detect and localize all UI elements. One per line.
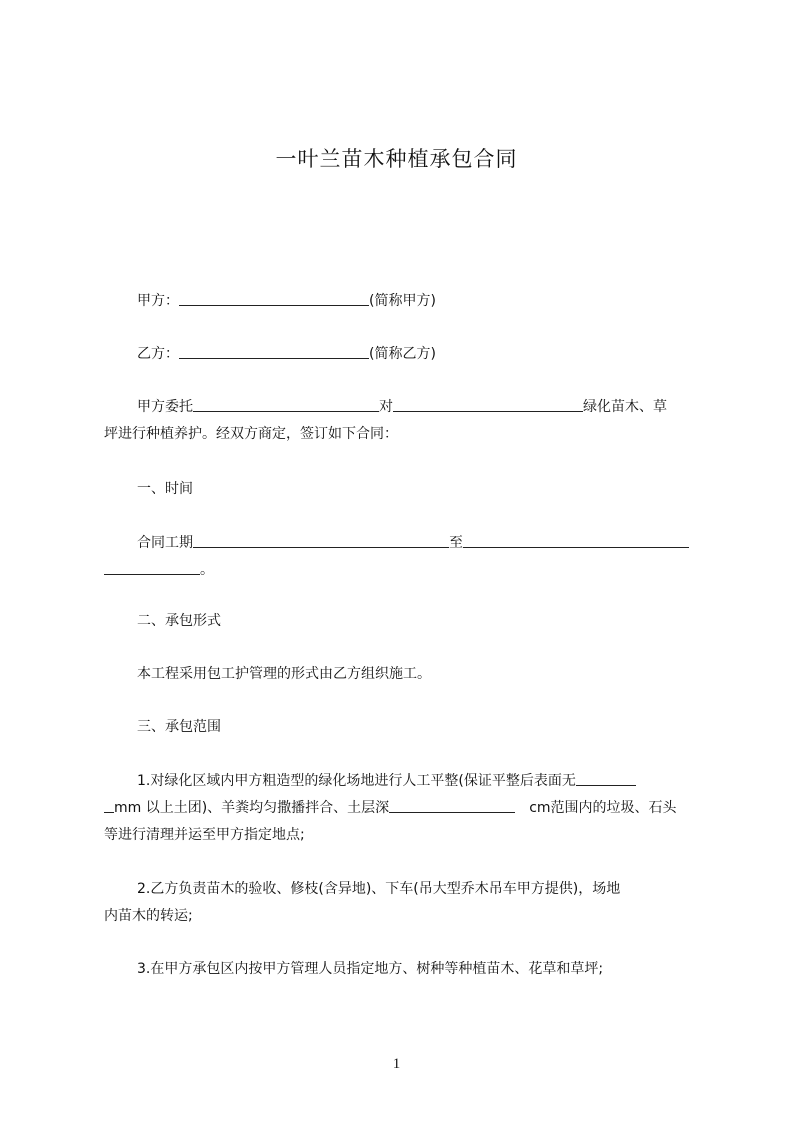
party-b-label: 乙方： bbox=[137, 346, 179, 362]
item-1-line-2 bbox=[104, 797, 700, 819]
term-label: 合同工期 bbox=[137, 535, 193, 551]
party-a-suffix: (简称甲方) bbox=[369, 293, 436, 309]
item-2-line-2: 内苗木的转运; bbox=[104, 908, 193, 924]
section-2-body: 本工程采用包工护管理的形式由乙方组织施工。 bbox=[137, 666, 431, 682]
term-period: 。 bbox=[200, 562, 214, 578]
term-end-blank[interactable] bbox=[463, 533, 689, 548]
item-1-text-3: cm范围内的垃圾、石头 bbox=[529, 800, 677, 816]
party-a-line bbox=[104, 290, 733, 312]
party-b-blank[interactable] bbox=[179, 344, 369, 359]
party-b-line bbox=[104, 343, 733, 365]
entrust-blank-1[interactable] bbox=[193, 397, 379, 412]
term-line-2 bbox=[104, 559, 700, 581]
section-2-heading: 二、承包形式 bbox=[137, 613, 221, 629]
item-1-text: 1.对绿化区域内甲方粗造型的绿化场地进行人工平整(保证平整后表面无 bbox=[137, 773, 576, 789]
document-title: 一叶兰苗木种植承包合同 bbox=[275, 147, 518, 171]
item-1-line-3: 等进行清理并运至甲方指定地点; bbox=[104, 827, 305, 843]
party-a-blank[interactable] bbox=[179, 291, 369, 306]
entrust-line-2: 坪进行种植养护。经双方商定，签订如下合同： bbox=[104, 426, 398, 442]
item-1-line-1 bbox=[104, 770, 733, 792]
section-3-heading: 三、承包范围 bbox=[137, 719, 221, 735]
party-a-label: 甲方： bbox=[137, 293, 179, 309]
item-1-blank-2[interactable] bbox=[389, 798, 515, 813]
section-1-heading: 一、时间 bbox=[137, 481, 193, 497]
item-1-blank-1-cont[interactable] bbox=[104, 798, 114, 813]
term-line-1 bbox=[104, 532, 733, 554]
item-2-line-1: 2.乙方负责苗木的验收、修枝(含异地)、下车(吊大型乔木吊车甲方提供)，场地 bbox=[137, 881, 621, 897]
term-start-blank[interactable] bbox=[193, 533, 449, 548]
entrust-text-2: 对 bbox=[379, 399, 393, 415]
page-number: 1 bbox=[392, 1056, 401, 1072]
entrust-blank-2[interactable] bbox=[393, 397, 583, 412]
party-b-suffix: (简称乙方) bbox=[369, 346, 436, 362]
item-1-text-2: mm 以上土团)、羊粪均匀撒播拌合、土层深 bbox=[114, 800, 390, 816]
item-1-blank-1[interactable] bbox=[576, 771, 636, 786]
item-3-line: 3.在甲方承包区内按甲方管理人员指定地方、树种等种植苗木、花草和草坪; bbox=[137, 961, 604, 977]
term-to: 至 bbox=[449, 535, 463, 551]
entrust-line-1 bbox=[104, 396, 733, 418]
term-end-blank-cont[interactable] bbox=[104, 560, 200, 575]
entrust-text-1: 甲方委托 bbox=[137, 399, 193, 415]
entrust-text-3: 绿化苗木、草 bbox=[583, 399, 667, 415]
